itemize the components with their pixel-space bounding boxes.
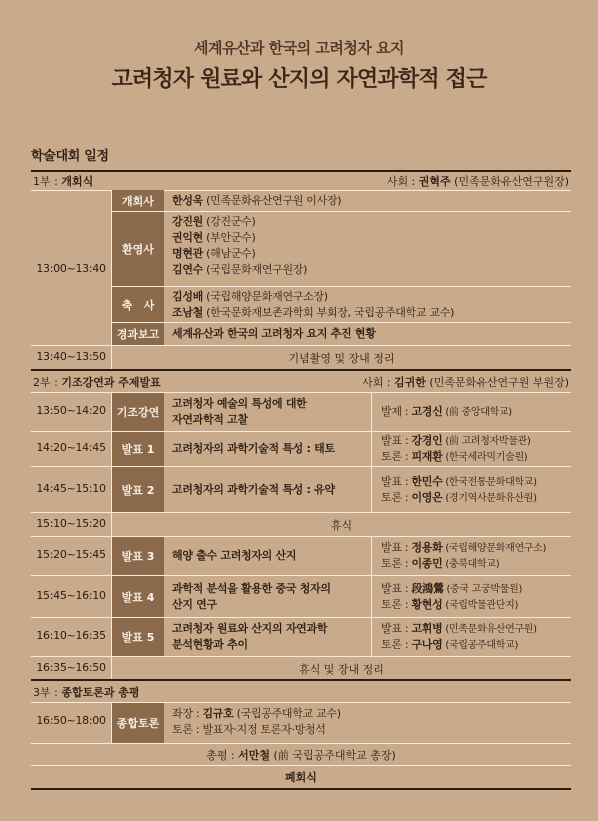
part1-label: 개회식: [61, 175, 94, 188]
part3-top-rule: [31, 679, 571, 681]
welcome-speaker: 명현관 (해남군수): [172, 247, 256, 260]
chair-line: 좌장 : 김규호 (국립공주대학교 교수): [172, 707, 341, 720]
session-title-line2: 자연과학적 고찰: [172, 413, 248, 426]
congrats-speaker: 조남철 (한국문화재보존과학회 부회장, 국립공주대학교 교수): [172, 306, 455, 319]
part2-header: 2부 : 기조강연과 주제발표 사회 : 김귀한 (민족문화유산연구원 부원장): [33, 376, 569, 389]
session-title: 고려청자의 과학기술적 특성 : 유약: [172, 483, 335, 496]
opening-tag: 개회사: [112, 190, 164, 211]
part2-top-rule: [31, 369, 571, 371]
break2-time: 16:35~16:50: [36, 661, 106, 674]
presenter-line: 발제 : 고경신 (前 중앙대학교): [381, 405, 512, 418]
congrats-tag: 축 사: [112, 287, 164, 322]
congrats-speaker: 김성배 (국립해양문화재연구소장): [172, 290, 328, 303]
part1-host-affil: (민족문화유산연구원장): [450, 175, 569, 188]
session-title: 고려청자 예술의 특성에 대한: [172, 397, 307, 410]
session-tag: 발표 1: [112, 432, 164, 466]
part1-time: 13:00~13:40: [36, 262, 106, 275]
welcome-speaker: 강진원 (강진군수): [172, 215, 256, 228]
session-title-line2: 산지 연구: [172, 598, 217, 611]
opening-speaker: 한성욱 (민족문화유산연구원 이사장): [172, 194, 342, 207]
discussant-line: 토론 : 구나영 (국립공주대학교): [381, 638, 519, 651]
session-tag: 발표 2: [112, 467, 164, 512]
report-text: 세계유산과 한국의 고려청자 요지 추진 현황: [172, 327, 376, 340]
session-time: 14:20~14:45: [36, 441, 106, 454]
part3-time: 16:50~18:00: [36, 714, 106, 727]
schedule-heading: 학술대회 일정: [31, 149, 109, 164]
session-tag: 발표 3: [112, 537, 164, 575]
session-time: 14:45~15:10: [36, 482, 106, 495]
closing-line: 폐회식: [285, 771, 317, 784]
part3-header: 3부 : 종합토론과 총평: [33, 686, 140, 699]
part1-num: 1부 :: [33, 175, 62, 188]
presenter-line: 발표 : 정용화 (국립해양문화재연구소): [381, 541, 547, 554]
part1-host-name: 권혁주: [418, 175, 451, 188]
part1-header: [31, 172, 571, 190]
session-title-line2: 분석현황과 추이: [172, 638, 248, 651]
session-tag: 기조강연: [112, 393, 164, 431]
session-title: 해양 출수 고려청자의 산지: [172, 549, 297, 562]
break1-text: 휴식: [330, 519, 353, 532]
session-title: 과학적 분석을 활용한 중국 청자의: [172, 582, 331, 595]
event-title: 고려청자 원료와 산지의 자연과학적 접근: [111, 67, 487, 92]
presenter-line: 발표 : 한민수 (한국전통문화대학교): [381, 475, 537, 488]
welcome-tag: 환영사: [112, 212, 164, 286]
session-title: 고려청자의 과학기술적 특성 : 태토: [172, 442, 335, 455]
presenter-line: 발표 : 강경인 (前 고려청자박물관): [381, 434, 531, 447]
discussant-line: 토론 : 피재환 (한국세라믹기술원): [381, 450, 528, 463]
session-time: 16:10~16:35: [36, 629, 106, 642]
photo-time: 13:40~13:50: [36, 350, 106, 363]
report-tag: 경과보고: [112, 323, 164, 345]
session-title: 고려청자 원료와 산지의 자연과학: [172, 622, 328, 635]
presenter-line: 발표 : 고휘병 (민족문화유산연구원): [381, 622, 537, 635]
session-tag: 발표 5: [112, 618, 164, 656]
discussant-line: 토론 : 이종민 (충북대학교): [381, 557, 500, 570]
session-time: 15:20~15:45: [36, 548, 106, 561]
discussant-line: 토론 : 황현성 (국립박물관단지): [381, 598, 519, 611]
break1-time: 15:10~15:20: [36, 517, 106, 530]
presenter-line: 발표 : 段鴻鶯 (중국 고궁박물원): [381, 582, 523, 595]
welcome-speaker: 김연수 (국립문화재연구원장): [172, 263, 308, 276]
session-time: 15:45~16:10: [36, 589, 106, 602]
part1-host-label: 사회 :: [386, 175, 419, 188]
session-tag: 발표 4: [112, 576, 164, 617]
photo-text: 기념촬영 및 장내 정리: [288, 352, 395, 365]
review-line: 총평 : 서만철 (前 국립공주대학교 총장): [206, 749, 396, 762]
discussion-tag: 종합토론: [112, 703, 164, 743]
discussant-line: 토론 : 이영은 (경기역사문화유산원): [381, 491, 537, 504]
welcome-speaker: 권익현 (부안군수): [172, 231, 256, 244]
bottom-rule: [31, 788, 571, 790]
break2-text: 휴식 및 장내 정리: [299, 663, 384, 676]
event-subtitle: 세계유산과 한국의 고려청자 요지: [193, 39, 405, 57]
session-time: 13:50~14:20: [36, 404, 106, 417]
discussion-line: 토론 : 발표자·지정 토론자·방청석: [172, 723, 326, 736]
